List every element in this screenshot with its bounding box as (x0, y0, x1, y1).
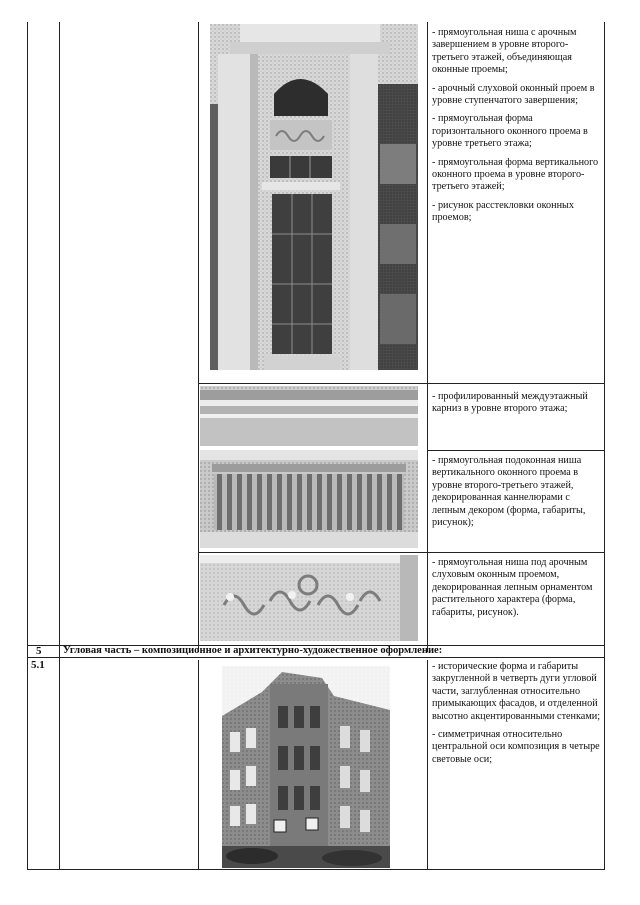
feature-item: - прямоугольная форма вертикального оконного проема в уровне второго-третьего этажей; (432, 156, 599, 193)
feature-item: - профилированный междуэтажный карниз в уровне второго этажа; (432, 391, 588, 415)
feature-item: - арочный слуховой оконный проем в уровне ступенчатого завершения; (432, 82, 595, 107)
feature-item: - прямоугольная подоконная ниша вертикального оконного проема в уровне второго-третьего этажей, декорированная каннелюрами с лепным декором (форма, габариты, рисунок); (432, 455, 586, 529)
section-number: 5 (36, 645, 42, 657)
row-divider-5 (27, 657, 605, 658)
table-border-right (604, 22, 605, 870)
corner-building-photo (222, 666, 390, 868)
feature-item: - рисунок расстекловки оконных проемов; (432, 199, 574, 224)
corner-features (432, 661, 602, 772)
feature-item: - прямоугольная форма горизонтального оконного проема в уровне третьего этажа; (432, 113, 588, 150)
cornice-feature (432, 391, 602, 422)
niche-feature (432, 455, 602, 535)
ornament-panel-photo (200, 555, 418, 641)
table-border-left (27, 22, 28, 870)
subsection-number: 5.1 (31, 659, 45, 671)
table-bottom (27, 869, 605, 870)
table-col-divider-3b (427, 660, 428, 870)
row-divider-2 (427, 450, 605, 451)
feature-item: - симметричная относительно центральной оси композиция в четыре световые оси; (432, 729, 600, 765)
feature-item: - прямоугольная ниша под арочным слуховым оконным проемом, декорированная лепным орнаментом растительного характера (форма, габариты, рисунок). (432, 557, 593, 618)
ornament-feature (432, 557, 602, 625)
row-divider-3 (198, 552, 605, 553)
table-col-divider-2 (198, 22, 199, 652)
table-col-divider-1 (59, 22, 60, 870)
feature-item: - прямоугольная ниша с арочным завершением в уровне второго-третьего этажей, объединяющая оконные проемы; (432, 27, 577, 76)
fluted-niche-photo (200, 450, 418, 548)
row-divider-1 (198, 383, 605, 384)
cornice-photo (200, 386, 418, 446)
section-title: Угловая часть – композиционное и архитектурно-художественное оформление: (63, 645, 443, 656)
top-row-features (432, 27, 602, 231)
table-col-divider-3 (427, 22, 428, 652)
feature-item: - исторические форма и габариты закругленной в четверть дуги угловой части, заглубленная относительно примыкающих фасадов, и отделенной высотно акцентированными стенками; (432, 661, 601, 722)
facade-arched-niche-photo (210, 24, 418, 370)
table-col-divider-2b (198, 660, 199, 870)
